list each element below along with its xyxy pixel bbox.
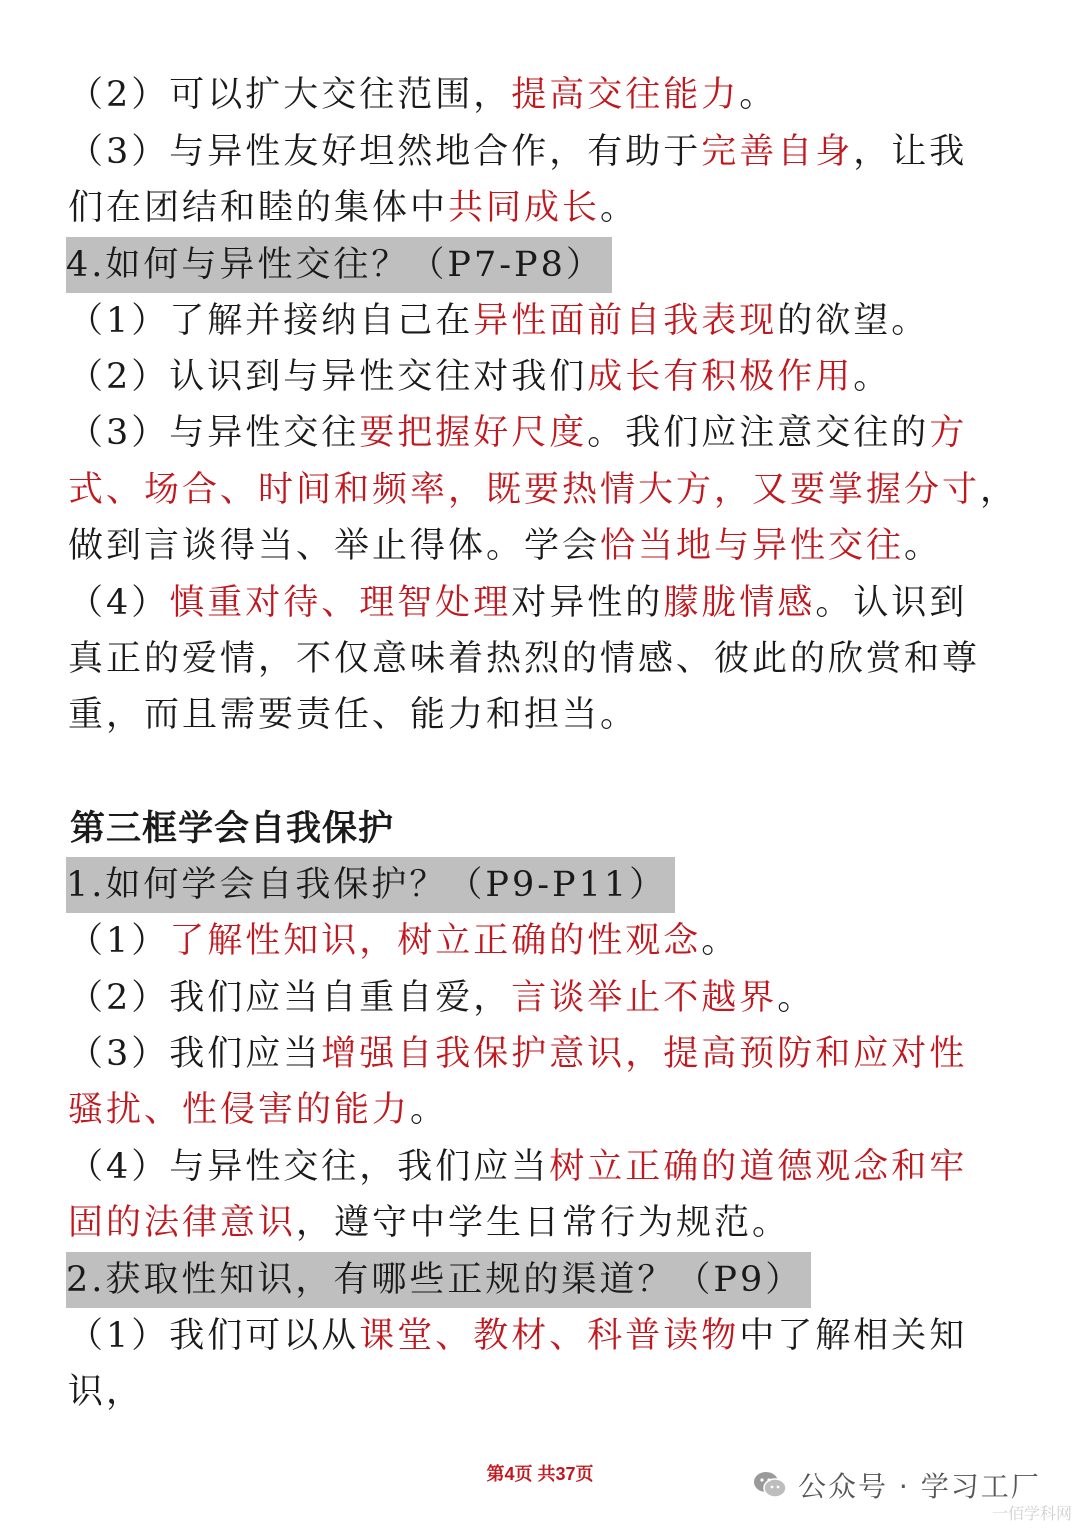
question-heading: 4.如何与异性交往？（P7-P8） bbox=[66, 237, 612, 293]
text-segment: 重，而且需要责任、能力和担当。 bbox=[68, 695, 639, 735]
text-segment: （3）与异性友好坦然地合作，有助于 bbox=[68, 132, 702, 172]
text-line bbox=[68, 1082, 1018, 1138]
highlighted-text: 要把握好尺度 bbox=[359, 413, 588, 453]
highlighted-text: 恰当地与异性交往 bbox=[600, 526, 905, 566]
text-segment: 。 bbox=[904, 526, 943, 566]
text-line bbox=[68, 687, 1018, 743]
text-segment: （4） bbox=[68, 583, 170, 623]
text-line bbox=[68, 462, 1018, 518]
highlighted-text: 了解性知识，树立正确的性观念 bbox=[169, 921, 702, 961]
question-heading: 1.如何学会自我保护？（P9-P11） bbox=[66, 857, 675, 913]
text-segment: （2）认识到与异性交往对我们 bbox=[68, 357, 588, 397]
text-segment: 对异性的 bbox=[511, 583, 664, 623]
page-number: 第4页 共37页 bbox=[486, 1464, 594, 1484]
text-line bbox=[68, 970, 1018, 1026]
text-line bbox=[68, 67, 1018, 123]
text-segment: 识， bbox=[68, 1372, 145, 1412]
text-segment: 。 bbox=[410, 1090, 449, 1130]
text-segment: 。认识到 bbox=[815, 583, 968, 623]
text-line bbox=[68, 1139, 1018, 1195]
text-segment: 。 bbox=[739, 75, 778, 115]
highlighted-text: 共同成长 bbox=[448, 188, 601, 228]
text-line bbox=[68, 1308, 1018, 1364]
text-segment: （1）了解并接纳自己在 bbox=[68, 301, 474, 341]
text-segment: 。 bbox=[701, 921, 740, 961]
text-segment: 。 bbox=[853, 357, 892, 397]
highlighted-text: 增强自我保护意识，提高预防和应对性 bbox=[321, 1034, 968, 1074]
text-segment: （1）我们可以从 bbox=[68, 1316, 360, 1356]
text-segment: ，遵守中学生日常行为规范。 bbox=[296, 1203, 791, 1243]
question-heading: 2.获取性知识，有哪些正规的渠道？（P9） bbox=[66, 1252, 811, 1308]
text-line bbox=[68, 1195, 1018, 1251]
text-segment: ，让我 bbox=[853, 132, 968, 172]
text-line bbox=[68, 913, 1018, 969]
highlighted-text: 完善自身 bbox=[701, 132, 854, 172]
text-segment: ， bbox=[980, 470, 1019, 510]
highlighted-text: 成长有积极作用 bbox=[587, 357, 854, 397]
text-segment: 中了解相关知 bbox=[739, 1316, 968, 1356]
text-segment: （4）与异性交往，我们应当 bbox=[68, 1147, 550, 1187]
text-segment: 真正的爱情，不仅意味着热烈的情感、彼此的欣赏和尊 bbox=[68, 639, 981, 679]
text-segment: （3）我们应当 bbox=[68, 1034, 322, 1074]
text-line bbox=[68, 631, 1018, 687]
text-line bbox=[68, 180, 1018, 236]
highlighted-text: 提高交往能力 bbox=[511, 75, 740, 115]
text-line bbox=[68, 1026, 1018, 1082]
section-title: 第三框学会自我保护 bbox=[70, 808, 395, 849]
text-segment: 做到言谈得当、举止得体。学会 bbox=[68, 526, 601, 566]
text-line bbox=[68, 349, 1018, 405]
highlighted-text: 骚扰、性侵害的能力 bbox=[68, 1090, 411, 1130]
text-line bbox=[68, 1364, 1018, 1420]
text-segment: 。 bbox=[600, 188, 639, 228]
text-segment: （2）我们应当自重自爱， bbox=[68, 978, 512, 1018]
highlighted-text: 固的法律意识 bbox=[68, 1203, 297, 1243]
highlighted-text: 树立正确的道德观念和牢 bbox=[549, 1147, 968, 1187]
wechat-label: 公众号 · 学习工厂 bbox=[798, 1470, 1041, 1503]
text-segment: （3）与异性交往 bbox=[68, 413, 360, 453]
highlighted-text: 慎重对待、理智处理 bbox=[169, 583, 512, 623]
highlighted-text: 朦胧情感 bbox=[663, 583, 816, 623]
text-segment: 。我们应注意交往的 bbox=[587, 413, 930, 453]
highlighted-text: 课堂、教材、科普读物 bbox=[359, 1316, 740, 1356]
text-segment: （2）可以扩大交往范围， bbox=[68, 75, 512, 115]
text-segment: 的欲望。 bbox=[777, 301, 930, 341]
text-line bbox=[68, 575, 1018, 631]
text-segment: （1） bbox=[68, 921, 170, 961]
highlighted-text: 式、场合、时间和频率，既要热情大方，又要掌握分寸 bbox=[68, 470, 981, 510]
highlighted-text: 异性面前自我表现 bbox=[473, 301, 778, 341]
text-line bbox=[68, 124, 1018, 180]
text-line bbox=[68, 293, 1018, 349]
wechat-account bbox=[752, 1467, 1041, 1503]
text-segment: 们在团结和睦的集体中 bbox=[68, 188, 449, 228]
wechat-icon bbox=[752, 1469, 788, 1501]
text-line bbox=[68, 405, 1018, 461]
text-line bbox=[68, 518, 1018, 574]
watermark: 一佰学科网 bbox=[991, 1504, 1072, 1523]
highlighted-text: 方 bbox=[929, 413, 968, 453]
highlighted-text: 言谈举止不越界 bbox=[511, 978, 778, 1018]
text-segment: 。 bbox=[777, 978, 816, 1018]
